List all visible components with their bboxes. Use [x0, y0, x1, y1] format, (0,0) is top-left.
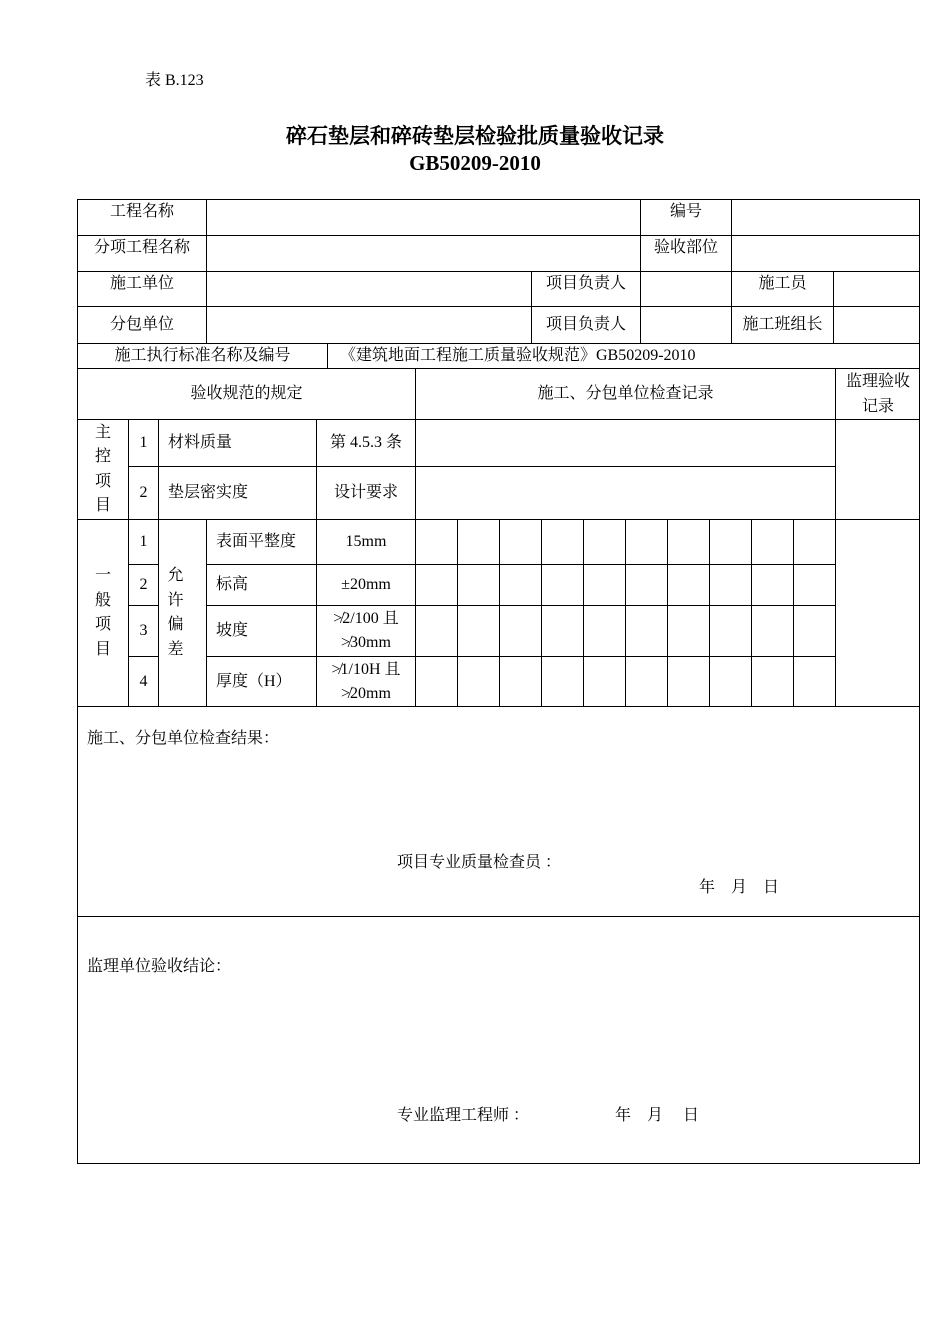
col-divider — [833, 271, 834, 343]
general-item-no: 4 — [139, 672, 148, 690]
main-item-requirement: 第 4.5.3 条 — [329, 434, 402, 451]
supervision-engineer-label: 专业监理工程师 ： — [397, 1107, 530, 1124]
supervision-conclusion-label: 监理单位验收结论： — [87, 958, 232, 975]
general-item-no: 3 — [139, 622, 148, 639]
subcontract-unit-label: 分包单位 — [109, 316, 174, 333]
project-name-label: 工程名称 — [109, 203, 174, 220]
col-divider — [327, 343, 328, 368]
acceptance-part-label: 验收部位 — [653, 239, 718, 256]
number-label: 编号 — [669, 203, 702, 220]
main-control-label — [78, 420, 128, 519]
general-item-name: 坡度 — [216, 622, 249, 639]
supervision-record-column-header: 监理验收记录 — [845, 373, 910, 415]
form-title: 碎石垫层和碎砖垫层检验批质量验收记录 — [286, 124, 664, 148]
col-divider — [206, 519, 207, 706]
col-divider — [667, 519, 668, 706]
general-item-name: 厚度（H） — [216, 672, 292, 690]
check-result-label: 施工、分包单位检查结果： — [87, 730, 280, 747]
col-divider — [625, 519, 626, 706]
main-item-name: 材料质量 — [168, 434, 233, 451]
general-item-requirement: ±20mm — [341, 576, 391, 593]
check-result-date: 年 月 日 — [699, 879, 780, 896]
inspector-label: 项目专业质量检查员 ： — [397, 854, 562, 871]
general-item-no: 2 — [139, 576, 148, 593]
spec-column-header: 验收规范的规定 — [190, 385, 303, 402]
exec-standard-value: 《建筑地面工程施工质量验收规范》GB50209-2010 — [340, 347, 696, 364]
general-label — [78, 520, 128, 706]
table-number: 表 B.123 — [145, 72, 204, 89]
col-divider — [751, 519, 752, 706]
general-label-text: 一般项目 — [94, 567, 111, 658]
constructor-label: 施工员 — [758, 275, 807, 292]
col-divider — [835, 368, 836, 706]
general-item-requirement: 15mm — [345, 533, 387, 550]
check-record-column-header: 施工、分包单位检查记录 — [537, 385, 714, 402]
subproject-name-label: 分项工程名称 — [93, 239, 190, 256]
general-item-requirement: ≯2/100 且≯30mm — [333, 610, 399, 651]
team-leader-label: 施工班组长 — [742, 316, 823, 333]
col-divider — [499, 519, 500, 706]
table-border — [919, 199, 920, 1164]
exec-standard-label: 施工执行标准名称及编号 — [114, 347, 291, 364]
standard-code: GB50209-2010 — [409, 151, 541, 175]
main-item-no: 2 — [139, 484, 148, 501]
table-border — [77, 1163, 920, 1164]
general-item-requirement: ≯1/10H 且≯20mm — [331, 660, 401, 702]
general-item-name: 标高 — [216, 576, 249, 593]
general-item-name: 表面平整度 — [216, 533, 297, 550]
main-item-no: 1 — [139, 434, 148, 451]
supervision-date: 年 月 日 — [615, 1107, 700, 1124]
subcontract-manager-label: 项目负责人 — [545, 316, 626, 333]
row-divider — [77, 916, 920, 917]
col-divider — [583, 519, 584, 706]
general-item-no: 1 — [139, 533, 148, 550]
tolerance-label-text: 允许偏差 — [167, 567, 184, 658]
col-divider — [793, 519, 794, 706]
row-divider — [77, 706, 920, 707]
col-divider — [541, 519, 542, 706]
main-item-name: 垫层密实度 — [168, 484, 249, 501]
project-manager-label: 项目负责人 — [545, 275, 626, 292]
col-divider — [206, 199, 207, 343]
col-divider — [457, 519, 458, 706]
construction-unit-label: 施工单位 — [109, 275, 174, 292]
col-divider — [709, 519, 710, 706]
main-item-requirement: 设计要求 — [333, 484, 398, 501]
tolerance-label — [159, 520, 192, 706]
page-title — [0, 123, 950, 177]
main-control-label-text: 主控项目 — [94, 423, 111, 514]
